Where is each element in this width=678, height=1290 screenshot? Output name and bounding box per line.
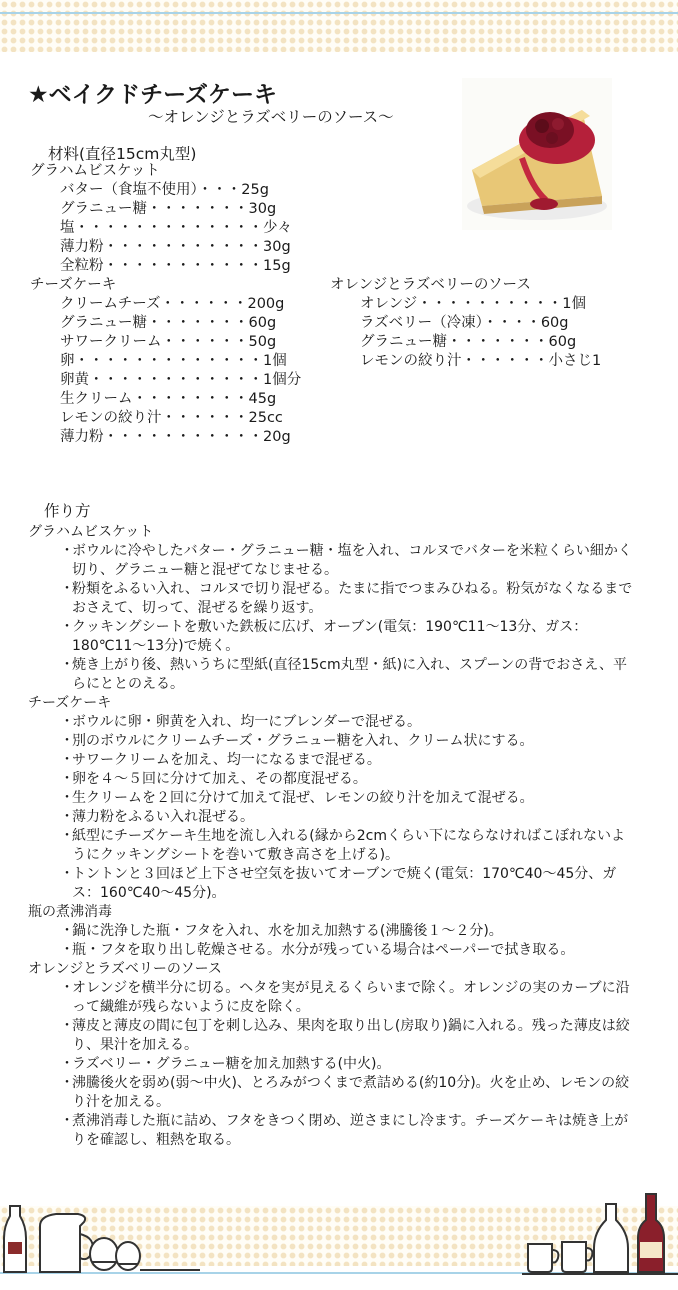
ingredient-line: 生クリーム・・・・・・・・45g <box>60 391 277 407</box>
method-step <box>28 656 638 694</box>
ingredient-line: 薄力粉・・・・・・・・・・・30g <box>60 239 291 255</box>
step-text: 鍋に洗浄した瓶・フタを入れ、水を加え加熱する(沸騰後１～２分)。 <box>72 923 503 939</box>
method-step <box>28 618 638 656</box>
bullet: ・ <box>60 790 74 806</box>
method-step <box>28 979 638 1017</box>
method-section-title: オレンジとラズベリーのソース <box>28 961 222 977</box>
method-step <box>28 1074 638 1112</box>
group-title: グラハムビスケット <box>30 163 160 179</box>
method-step <box>28 1112 638 1150</box>
method-step <box>28 922 638 941</box>
method-step <box>28 751 638 770</box>
ingredient-line: 薄力粉・・・・・・・・・・・20g <box>60 429 291 445</box>
step-text: トントンと３回ほど上下させ空気を抜いてオーブンで焼く(電気：170℃40～45分、ガス：160℃40～45分)。 <box>72 866 617 901</box>
top-rule <box>0 12 678 14</box>
method-section-title: グラハムビスケット <box>28 524 154 540</box>
ingredient-line: オレンジ・・・・・・・・・・1個 <box>360 296 586 312</box>
method-step <box>28 808 638 827</box>
step-text: 紙型にチーズケーキ生地を流し入れる(縁から2cmくらい下にならなければこぼれないようにクッキングシートを巻いて敷き高さを上げる)。 <box>72 828 626 863</box>
ingredients-heading: 材料(直径15cm丸型) <box>48 145 197 163</box>
step-text: ボウルに冷やしたバター・グラニュー糖・塩を入れ、コルヌでバターを米粒くらい細かく切り、グラニュー糖と混ぜてなじませる。 <box>72 543 632 578</box>
bullet: ・ <box>60 543 74 559</box>
step-text: 沸騰後火を弱め(弱～中火)、とろみがつくまで煮詰める(約10分)。火を止め、レモンの絞り汁を加える。 <box>72 1075 630 1110</box>
ingredient-group-graham <box>30 162 292 276</box>
method-step <box>28 770 638 789</box>
bullet: ・ <box>60 866 74 882</box>
ingredient-line: レモンの絞り汁・・・・・・25cc <box>60 410 283 426</box>
ingredient-line: 卵・・・・・・・・・・・・・1個 <box>60 353 287 369</box>
step-text: サワークリームを加え、均一になるまで混ぜる。 <box>72 752 381 768</box>
bullet: ・ <box>60 980 74 996</box>
method-section-title: 瓶の煮沸消毒 <box>28 904 112 920</box>
bullet: ・ <box>60 923 74 939</box>
ingredient-line: ラズベリー（冷凍）・・・・60g <box>360 315 569 331</box>
bullet: ・ <box>60 581 74 597</box>
group-title: オレンジとラズベリーのソース <box>330 277 531 293</box>
step-text: 瓶・フタを取り出し乾燥させる。水分が残っている場合はペーパーで拭き取る。 <box>72 942 575 958</box>
method-section-title: チーズケーキ <box>28 695 112 711</box>
step-text: 煮沸消毒した瓶に詰め、フタをきつく閉め、逆さまにし冷ます。チーズケーキは焼き上がりを確認し、粗熱を取る。 <box>72 1113 629 1148</box>
ingredient-line: サワークリーム・・・・・・50g <box>60 334 277 350</box>
bullet: ・ <box>60 809 74 825</box>
bullet: ・ <box>60 1056 74 1072</box>
step-text: クッキングシートを敷いた鉄板に広げ、オーブン(電気：190℃11～13分、ガス：180℃11～13分)で焼く。 <box>72 619 588 654</box>
method-step <box>28 789 638 808</box>
ingredient-line: グラニュー糖・・・・・・・60g <box>360 334 577 350</box>
method-step <box>28 865 638 903</box>
bullet: ・ <box>60 828 74 844</box>
cheesecake-photo <box>462 78 612 230</box>
step-text: 薄皮と薄皮の間に包丁を刺し込み、果肉を取り出し(房取り)鍋に入れる。残った薄皮は絞り、果汁を加える。 <box>72 1018 630 1053</box>
ingredient-group-sauce <box>330 276 601 371</box>
step-text: ラズベリー・グラニュー糖を加え加熱する(中火)。 <box>72 1056 391 1072</box>
bullet: ・ <box>60 1018 74 1034</box>
bullet: ・ <box>60 657 74 673</box>
step-text: 卵を４～５回に分けて加え、その都度混ぜる。 <box>72 771 367 787</box>
bullet: ・ <box>60 1113 74 1129</box>
method-step <box>28 732 638 751</box>
ingredient-line: 塩・・・・・・・・・・・・・少々 <box>60 220 292 236</box>
step-text: 粉類をふるい入れ、コルヌで切り混ぜる。たまに指でつまみひねる。粉気がなくなるまでおさえて、切って、混ぜるを繰り返す。 <box>72 581 633 616</box>
ingredient-line: クリームチーズ・・・・・・200g <box>60 296 285 312</box>
ingredient-group-cheesecake <box>30 276 301 447</box>
top-dot-border <box>0 0 678 52</box>
cups-and-bottles-illustration <box>522 1186 678 1278</box>
method-step <box>28 713 638 732</box>
ingredient-line: 卵黄・・・・・・・・・・・・1個分 <box>60 372 302 388</box>
step-text: 別のボウルにクリームチーズ・グラニュー糖を入れ、クリーム状にする。 <box>72 733 534 749</box>
step-text: 薄力粉をふるい入れ混ぜる。 <box>72 809 254 825</box>
group-title: チーズケーキ <box>30 277 117 293</box>
ingredient-line: 全粒粉・・・・・・・・・・・15g <box>60 258 291 274</box>
ingredient-line: グラニュー糖・・・・・・・60g <box>60 315 277 331</box>
method-heading: 作り方 <box>44 502 91 520</box>
step-text: 焼き上がり後、熱いうちに型紙(直径15cm丸型・紙)に入れ、スプーンの背でおさえ、平らにととのえる。 <box>72 657 628 692</box>
method-step <box>28 1017 638 1055</box>
bullet: ・ <box>60 771 74 787</box>
step-text: オレンジを横半分に切る。ヘタを実が見えるくらいまで除く。オレンジの実のカーブに沿って繊維が残らないように皮を除く。 <box>72 980 630 1015</box>
step-text: 生クリームを２回に分けて加えて混ぜ、レモンの絞り汁を加えて混ぜる。 <box>72 790 534 806</box>
recipe-title: ★ベイクドチーズケーキ <box>28 82 278 108</box>
bullet: ・ <box>60 942 74 958</box>
method-step <box>28 941 638 960</box>
method-step <box>28 542 638 580</box>
method-step <box>28 580 638 618</box>
method-step <box>28 827 638 865</box>
method-steps <box>28 523 638 1150</box>
recipe-subtitle: ～オレンジとラズベリーのソース～ <box>148 108 394 126</box>
kitchen-jugs-illustration <box>0 1186 200 1278</box>
bullet: ・ <box>60 619 74 635</box>
bullet: ・ <box>60 1075 74 1091</box>
method-step <box>28 1055 638 1074</box>
ingredient-line: バター（食塩不使用）・・・25g <box>60 182 269 198</box>
ingredient-line: グラニュー糖・・・・・・・30g <box>60 201 277 217</box>
ingredient-line: レモンの絞り汁・・・・・・小さじ1 <box>360 353 602 369</box>
bullet: ・ <box>60 714 74 730</box>
bullet: ・ <box>60 752 74 768</box>
bullet: ・ <box>60 733 74 749</box>
step-text: ボウルに卵・卵黄を入れ、均一にブレンダーで混ぜる。 <box>72 714 421 730</box>
